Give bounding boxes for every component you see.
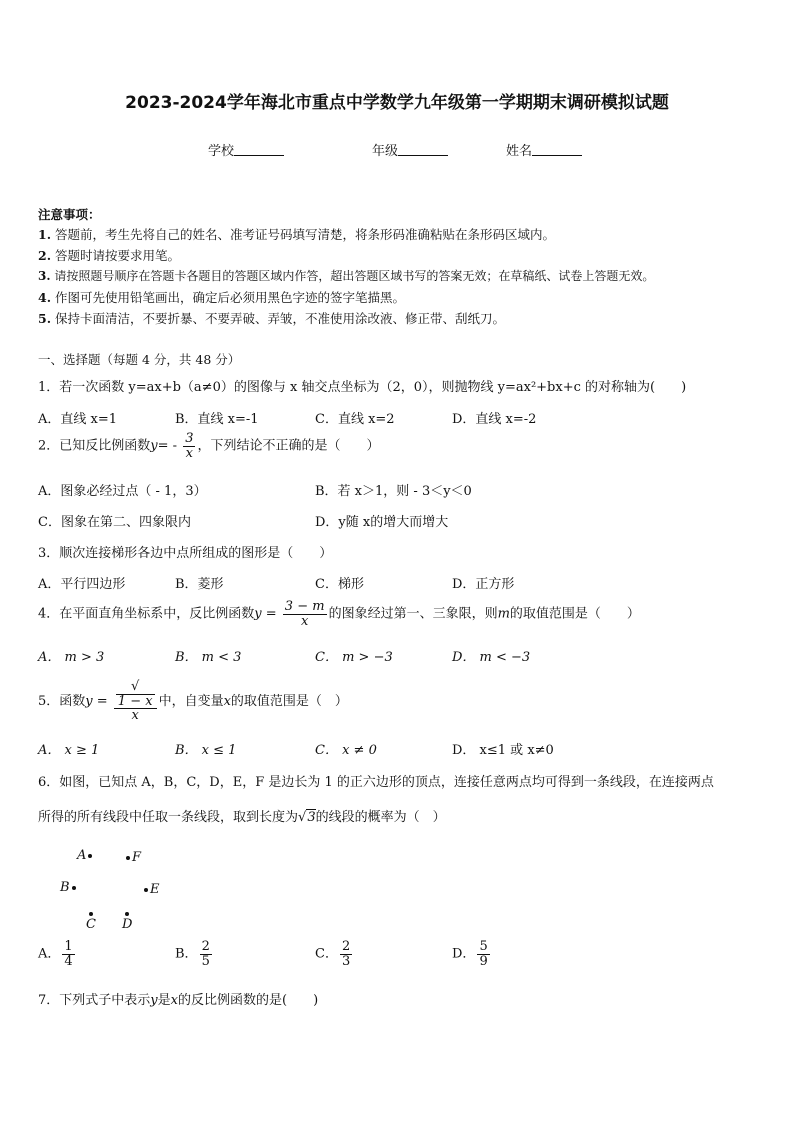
question-2-stem: 2．已知反比例函数y= - $\frac{3}{x}$ ，下列结论不正确的是（ ） [38,431,380,461]
q1-option-a[interactable]: A．直线 x=1 [38,412,118,427]
q4-fraction-numerator: 3 − m [284,599,325,614]
q2-option-a[interactable]: A．图象必经过点（ - 1，3） [38,484,207,499]
grade-blank[interactable] [398,143,448,156]
q4-option-b[interactable]: B． m < 3 [175,650,242,665]
q2-fraction-numerator: 3 [185,431,194,446]
school-blank[interactable] [234,143,284,156]
q4-option-a[interactable]: A． m > 3 [38,650,105,665]
point-a: A [77,848,94,863]
page-title: 2023-2024学年海北市重点中学数学九年级第一学期期末调研模拟试题 [125,93,669,113]
q2-fraction-denominator: x [185,445,194,461]
point-d: D [122,912,132,931]
q5-option-a[interactable]: A． x ≥ 1 [38,743,100,758]
q4-option-c[interactable]: C． m > −3 [315,650,393,665]
point-b: B [60,880,78,895]
q6-option-c[interactable]: C． $\frac{2}{3}$ [315,939,351,969]
question-1-stem: 1．若一次函数 y=ax+b（a≠0）的图像与 x 轴交点坐标为（2，0），则抛物线 y=ax²+bx+c 的对称轴为( ) [38,380,687,395]
q2-option-c[interactable]: C．图象在第二、四象限内 [38,515,191,530]
q1-option-d[interactable]: D．直线 x=-2 [452,412,537,427]
grade-field[interactable] [372,140,448,159]
notice-item: 2. 答题时请按要求用笔。 [38,248,181,263]
name-blank[interactable] [532,143,582,156]
name-label: 姓名 [506,144,533,159]
q3-option-c[interactable]: C．梯形 [315,577,364,592]
q3-option-a[interactable]: A．平行四边形 [38,577,126,592]
q5-option-c[interactable]: C． x ≠ 0 [315,743,377,758]
section-heading: 一、选择题（每题 4 分，共 48 分） [38,352,241,367]
question-7-stem: 7．下列式子中表示y是x的反比例函数的是( ) [38,993,319,1008]
school-label: 学校 [208,144,235,159]
q5-fraction-denominator: x [131,708,139,724]
q2-option-d[interactable]: D．y随 x的增大而增大 [315,515,449,530]
q1-option-c[interactable]: C．直线 x=2 [315,412,395,427]
q1-option-b[interactable]: B．直线 x=-1 [175,412,259,427]
school-field[interactable] [208,140,284,159]
q2-option-b[interactable]: B．若 x＞1，则 - 3＜y＜0 [315,484,472,499]
question-5-stem: 5．函数y = √ 1 − x x 中，自变量x的取值范围是（ ） [38,679,348,724]
q3-option-d[interactable]: D．正方形 [452,577,515,592]
point-e: E [142,882,160,897]
notice-item: 5. 保持卡面清洁，不要折暴、不要弄破、弄皱，不准使用涂改液、修正带、刮纸刀。 [38,311,506,326]
grade-label: 年级 [372,144,399,159]
q5-option-d[interactable]: D． x≤1 或 x≠0 [452,743,554,758]
question-6-stem-line2: 所得的所有线段中任取一条线段，取到长度为√3的线段的概率为（ ） [38,810,446,825]
q6-option-b[interactable]: B． $\frac{2}{5}$ [175,939,210,969]
q6-option-a[interactable]: A． $\frac{1}{4}$ [38,939,73,969]
q4-option-d[interactable]: D． m < −3 [452,650,531,665]
question-4-stem: 4．在平面直角坐标系中，反比例函数y = $\frac{3 - m}{x}$ 的图象经过第一、三象限，则m的取值范围是（ ） [38,599,640,629]
q6-option-d[interactable]: D． $\frac{5}{9}$ [452,939,488,969]
notice-item: 1. 答题前，考生先将自己的姓名、准考证号码填写清楚，将条形码准确粘贴在条形码区域内。 [38,227,556,242]
notice-heading: 注意事项： [38,207,101,222]
q3-option-b[interactable]: B．菱形 [175,577,224,592]
name-field[interactable] [506,140,582,159]
notice-item: 3. 请按照题号顺序在答题卡各题目的答题区域内作答，超出答题区域书写的答案无效；在草稿纸、试卷上答题无效。 [38,269,655,283]
q5-fraction-numerator: √ 1 − x [114,680,157,709]
point-c: C [86,912,96,931]
notice-item: 4. 作图可先使用铅笔画出，确定后必须用黑色字迹的签字笔描黑。 [38,290,406,305]
q4-fraction-denominator: x [301,613,309,629]
point-f: F [124,850,141,865]
question-3-stem: 3．顺次连接梯形各边中点所组成的图形是（ ） [38,546,333,561]
q5-option-b[interactable]: B． x ≤ 1 [175,743,237,758]
question-6-stem-line1: 6．如图，已知点 A，B，C，D，E，F 是边长为 1 的正六边形的顶点，连接任意两点均可得到一条线段，在连接两点 [38,775,714,790]
